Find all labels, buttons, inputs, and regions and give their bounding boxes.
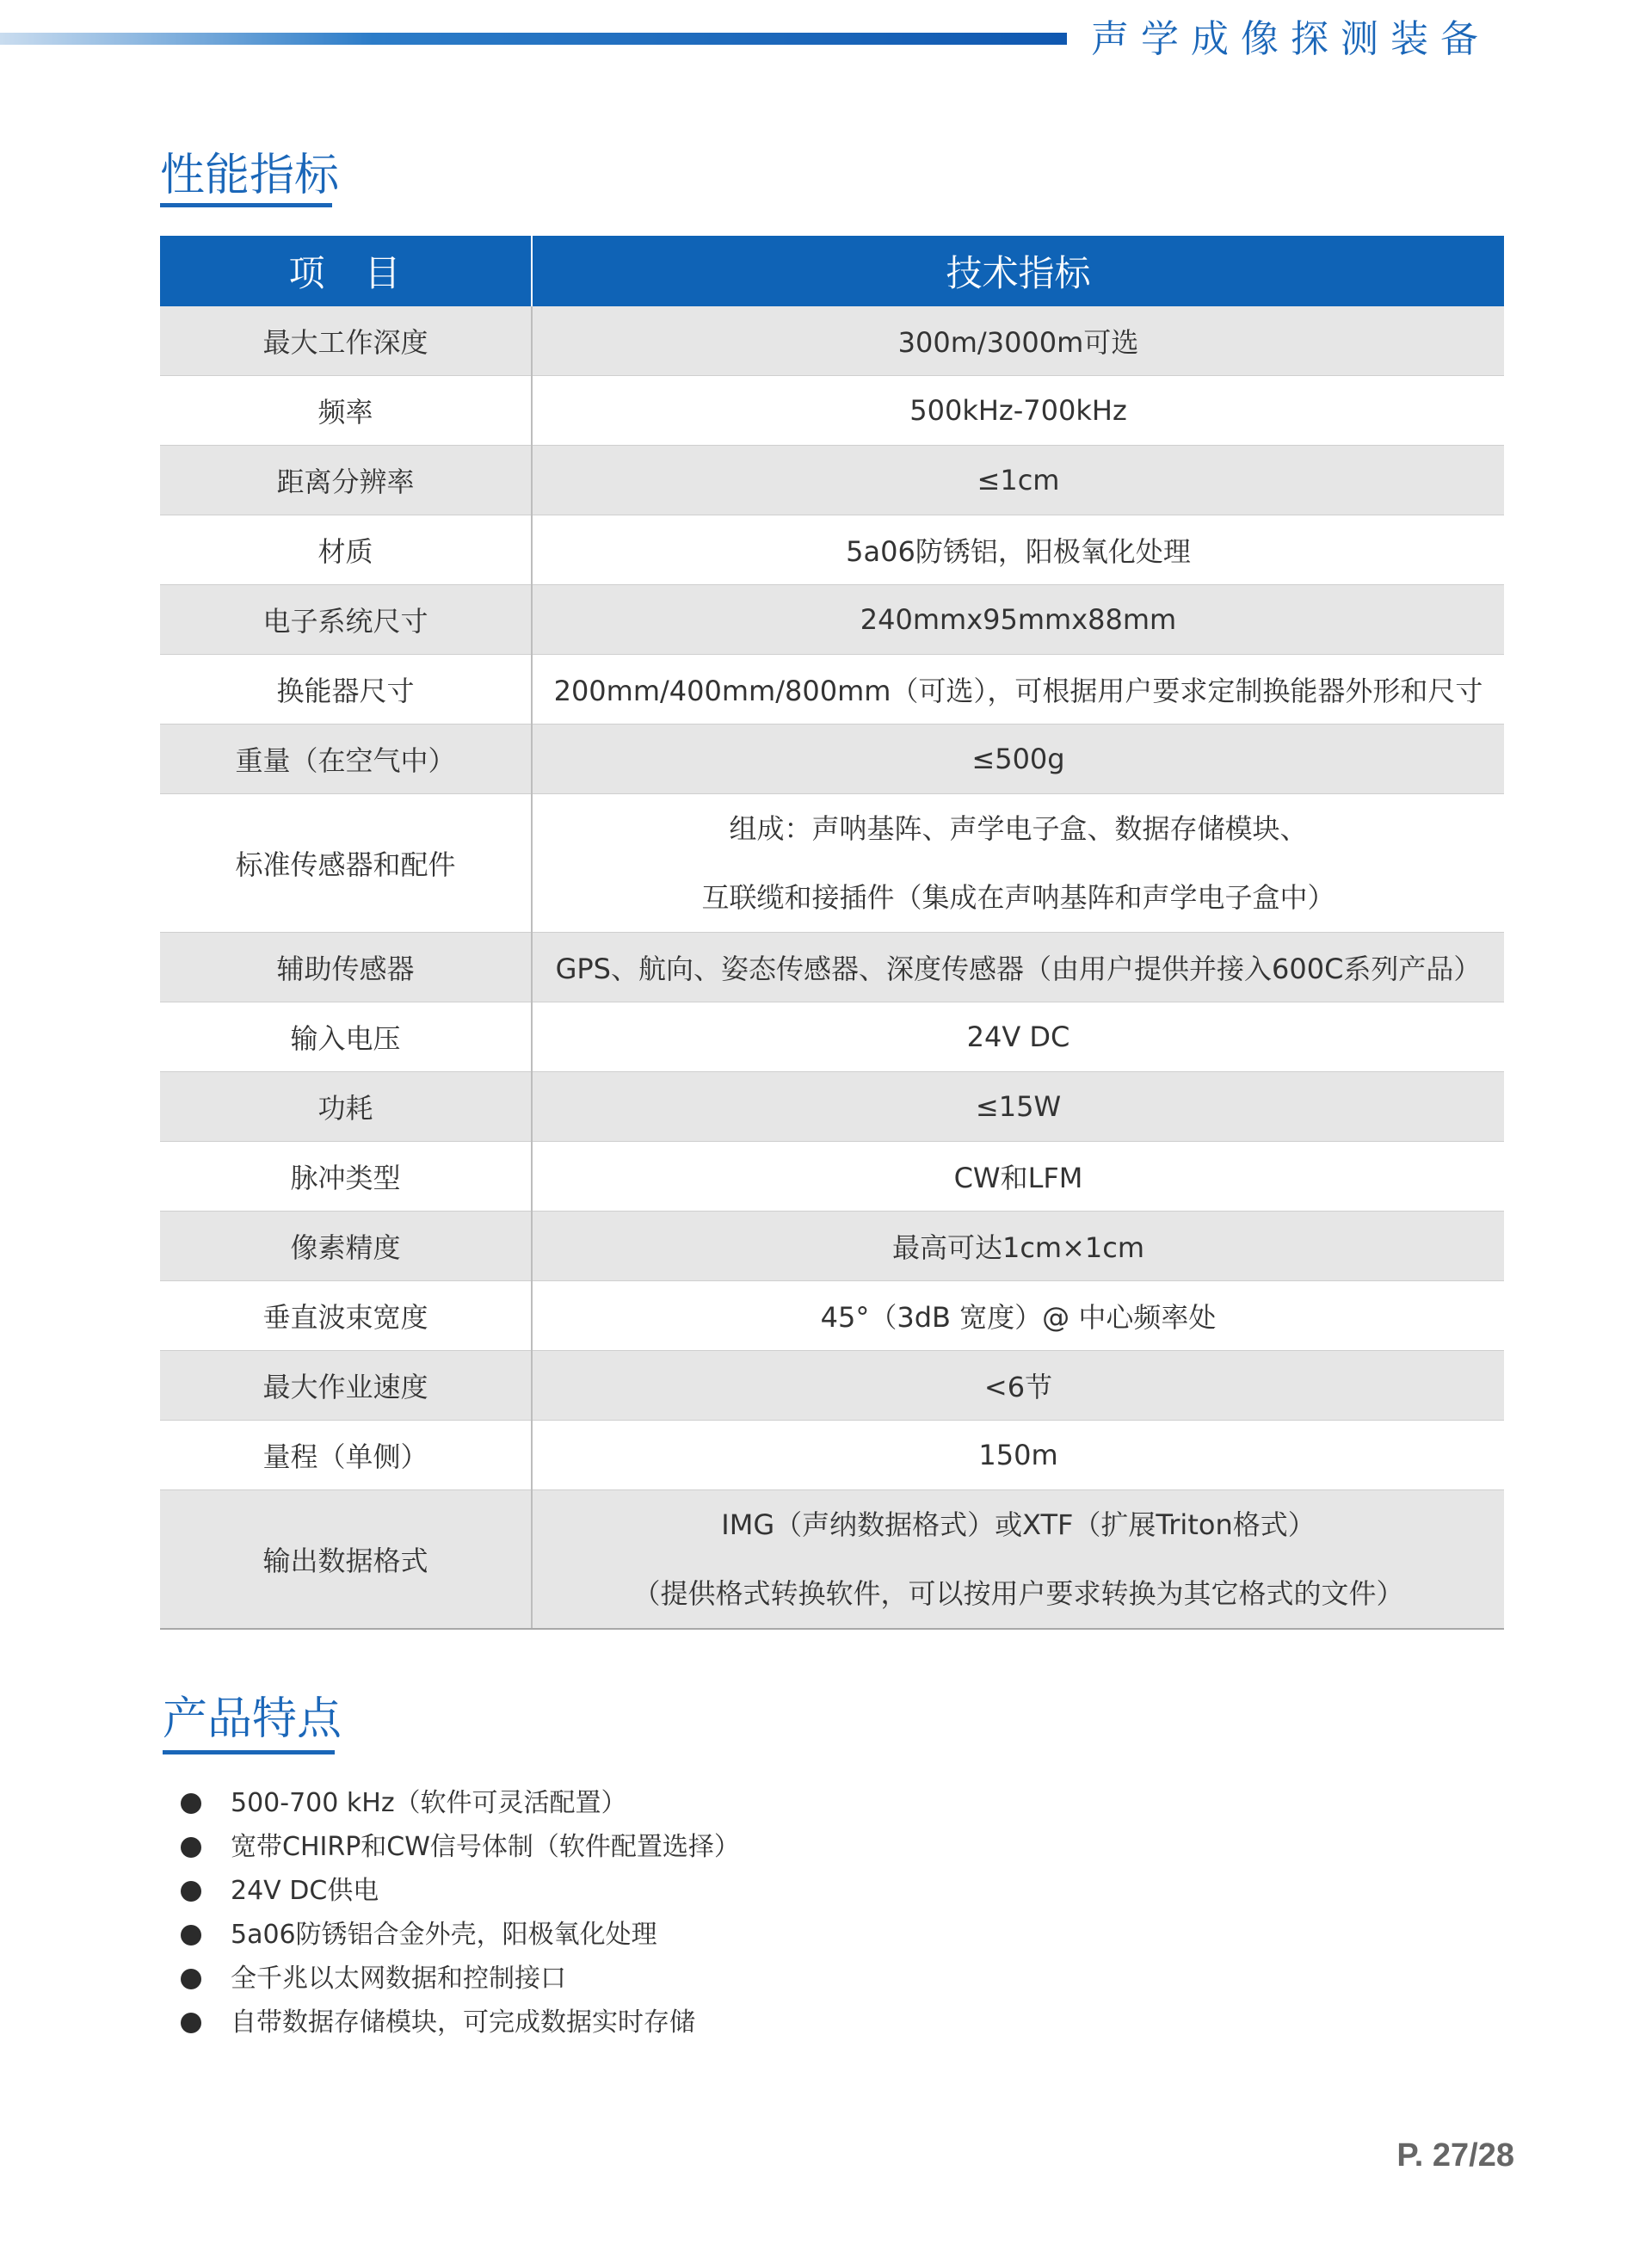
- spec-item-name: 辅助传感器: [160, 933, 532, 1002]
- spec-value-line: 240mmx95mmx88mm: [860, 603, 1177, 636]
- spec-value-line: 最高可达1cm×1cm: [891, 1231, 1145, 1264]
- spec-item-value: [532, 725, 1504, 794]
- bullet-dot-icon: [181, 1793, 201, 1814]
- spec-table: [160, 236, 1504, 1630]
- table-row: [160, 1072, 1504, 1142]
- spec-section-underline: [160, 203, 332, 207]
- spec-value-line: 500kHz-700kHz: [909, 394, 1127, 427]
- bullet-dot-icon: [181, 1969, 201, 1989]
- table-row: [160, 1351, 1504, 1421]
- spec-item-value: [532, 1212, 1504, 1281]
- spec-item-value: [532, 794, 1504, 933]
- spec-value-line: ≤500g: [971, 743, 1065, 775]
- column-header-item: 项 目: [160, 236, 532, 306]
- table-row: [160, 1281, 1504, 1351]
- spec-item-name: 距离分辨率: [160, 446, 532, 515]
- spec-value-line: 24V DC: [966, 1021, 1070, 1053]
- table-row: [160, 376, 1504, 446]
- feature-list-item: [177, 2001, 740, 2044]
- bullet-dot-icon: [181, 1881, 201, 1902]
- spec-item-value: [532, 585, 1504, 655]
- spec-table-body: [160, 306, 1504, 1629]
- spec-value-line: CW和LFM: [953, 1162, 1083, 1194]
- spec-item-value: [532, 515, 1504, 585]
- spec-value-line: ≤1cm: [977, 464, 1060, 496]
- spec-item-value: [532, 1421, 1504, 1490]
- spec-item-name: 换能器尺寸: [160, 655, 532, 725]
- spec-item-name: 最大工作深度: [160, 306, 532, 376]
- spec-item-name: 重量（在空气中）: [160, 725, 532, 794]
- feature-list-item: [177, 1781, 740, 1825]
- spec-item-name: 材质: [160, 515, 532, 585]
- spec-item-name: 频率: [160, 376, 532, 446]
- spec-item-value: [532, 1002, 1504, 1072]
- bullet-dot-icon: [181, 2013, 201, 2033]
- table-row: [160, 306, 1504, 376]
- spec-item-name: 电子系统尺寸: [160, 585, 532, 655]
- spec-item-name: 标准传感器和配件: [160, 794, 532, 933]
- feature-list-item: [177, 1869, 740, 1913]
- table-row: [160, 515, 1504, 585]
- spec-value-line: 300m/3000m可选: [897, 326, 1139, 359]
- table-row: [160, 1421, 1504, 1490]
- table-row: [160, 1142, 1504, 1212]
- feature-list-item: [177, 1825, 740, 1869]
- spec-item-name: 脉冲类型: [160, 1142, 532, 1212]
- feature-text: 5a06防锈铝合金外壳，阳极氧化处理: [231, 1920, 657, 1950]
- spec-item-value: [532, 1142, 1504, 1212]
- spec-item-value: [532, 1351, 1504, 1421]
- spec-item-name: 输出数据格式: [160, 1490, 532, 1630]
- spec-value-line: 200mm/400mm/800mm（可选），可根据用户要求定制换能器外形和尺寸: [553, 675, 1483, 707]
- spec-value-line: ≤15W: [975, 1090, 1062, 1123]
- table-row: [160, 1212, 1504, 1281]
- table-row: [160, 1490, 1504, 1630]
- features-section-underline: [163, 1750, 335, 1754]
- spec-item-name: 输入电压: [160, 1002, 532, 1072]
- feature-text: 宽带CHIRP和CW信号体制（软件配置选择）: [231, 1832, 740, 1862]
- features-section-title: 产品特点: [163, 1693, 342, 1745]
- table-row: [160, 794, 1504, 933]
- spec-item-value: [532, 446, 1504, 515]
- spec-item-name: 垂直波束宽度: [160, 1281, 532, 1351]
- feature-text: 500-700 kHz（软件可灵活配置）: [231, 1788, 627, 1818]
- spec-value-line: （提供格式转换软件，可以按用户要求转换为其它格式的文件）: [632, 1577, 1404, 1610]
- feature-text: 全千兆以太网数据和控制接口: [231, 1964, 566, 1994]
- spec-item-value: [532, 306, 1504, 376]
- column-header-spec: 技术指标: [532, 236, 1504, 306]
- spec-value-line: IMG（声纳数据格式）或XTF（扩展Triton格式）: [721, 1508, 1316, 1541]
- spec-item-name: 量程（单侧）: [160, 1421, 532, 1490]
- bullet-dot-icon: [181, 1925, 201, 1946]
- spec-value-line: 45°（3dB 宽度）@ 中心频率处: [820, 1301, 1217, 1334]
- spec-item-value: [532, 1490, 1504, 1630]
- table-row: [160, 585, 1504, 655]
- spec-item-name: 最大作业速度: [160, 1351, 532, 1421]
- table-row: [160, 1002, 1504, 1072]
- feature-text: 自带数据存储模块，可完成数据实时存储: [231, 2007, 695, 2038]
- spec-value-line: 150m: [978, 1439, 1058, 1471]
- spec-item-value: [532, 376, 1504, 446]
- header-accent-bar: [0, 33, 1067, 45]
- spec-value-line: GPS、航向、姿态传感器、深度传感器（由用户提供并接入600C系列产品）: [555, 953, 1482, 985]
- feature-text: 24V DC供电: [231, 1876, 379, 1906]
- table-row: [160, 446, 1504, 515]
- spec-value-line: 5a06防锈铝，阳极氧化处理: [846, 535, 1191, 568]
- bullet-dot-icon: [181, 1837, 201, 1858]
- spec-item-value: [532, 655, 1504, 725]
- spec-item-value: [532, 933, 1504, 1002]
- feature-list-item: [177, 1957, 740, 2001]
- page-number: P. 27/28: [1396, 2137, 1514, 2174]
- spec-item-value: [532, 1281, 1504, 1351]
- table-row: [160, 725, 1504, 794]
- spec-item-name: 像素精度: [160, 1212, 532, 1281]
- spec-item-value: [532, 1072, 1504, 1142]
- spec-value-line: 组成：声呐基阵、声学电子盒、数据存储模块、: [729, 812, 1308, 845]
- feature-list-item: [177, 1913, 740, 1957]
- spec-item-name: 功耗: [160, 1072, 532, 1142]
- spec-value-line: 互联缆和接插件（集成在声呐基阵和声学电子盒中）: [701, 881, 1335, 914]
- header-title: 声学成像探测装备: [1091, 17, 1490, 61]
- features-list: [177, 1781, 740, 2044]
- spec-value-line: <6节: [983, 1371, 1053, 1403]
- table-row: [160, 933, 1504, 1002]
- spec-table-header: [160, 236, 1504, 306]
- table-row: [160, 655, 1504, 725]
- spec-section-title: 性能指标: [160, 150, 340, 201]
